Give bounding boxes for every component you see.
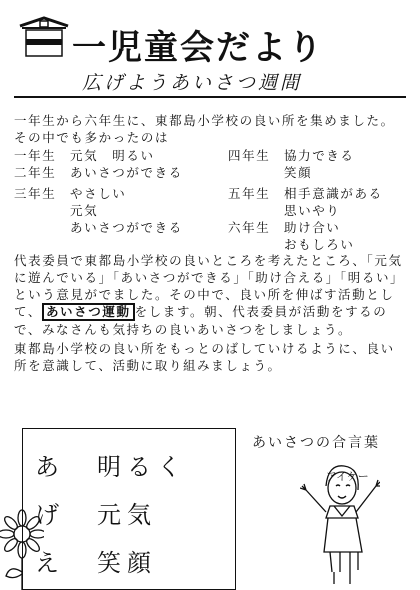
slogan-label: あいさつの合言葉 [252,435,380,451]
grade-label: 二年生 [14,165,57,180]
newsletter-title: 一児童会だより [72,28,324,68]
grade-quality: 元気 [70,203,99,218]
school-building-icon [18,16,70,60]
masthead [8,16,408,68]
grade-quality: 協力できる [284,148,355,163]
cheering-student-illustration [300,456,380,590]
slogan-word: 明るく [97,453,187,481]
grade-label: 三年生 [14,186,57,201]
grade-label: 六年生 [228,220,271,235]
grade-quality: 笑顔 [284,165,313,180]
closing-paragraph: 東都島小学校の良い所をもっとのばしていけるように、良い所を意識して、活動に取り組みましょう。 [14,341,395,373]
grade-label: 一年生 [14,148,57,163]
activity-paragraph [14,252,408,338]
slogan-initial: げ [35,501,59,529]
greeting-campaign-highlight: あいさつ運動 [42,303,135,321]
grade-quality: 思いやり [284,203,341,218]
intro-text: 一年生から六年生に、東都島小学校の良い所を集めました。その中でも多かったのは [14,113,395,145]
grade-label: 四年生 [228,148,271,163]
slogan-initial: あ [35,453,59,481]
activity-text-after: をします。朝、代表委員が活動をするので、みなさんも気持ちの良いあいさつをしましょう。 [14,304,388,337]
grade-quality: あいさつができる [70,220,183,235]
slogan-initial: え [35,549,59,577]
grade-quality: やさしい [70,186,127,201]
newsletter-subtitle: 広げようあいさつ週間 [82,72,303,94]
grade-quality: 相手意識がある [284,186,383,201]
grade-quality: 助け合い [284,220,341,235]
grade-label: 五年生 [228,186,271,201]
activity-text-before: 代表委員で東都島小学校の良いところを考えたところ、「元気に遊んでいる」「あいさつができる」「助け合える」「明るい」という意見がでました。その中で、良い所を伸ばす活動として、 [14,253,405,319]
grade-list [14,146,408,250]
slogan-box [22,428,236,590]
cheer-text: アイケー [326,470,369,483]
slogan-word: 元気 [97,501,157,529]
grade-quality: 元気 明るい [70,148,155,163]
slogan-word: 笑顔 [97,549,157,577]
divider [14,96,406,98]
grade-quality: あいさつができる [70,165,183,180]
grade-quality: おもしろい [284,237,355,252]
